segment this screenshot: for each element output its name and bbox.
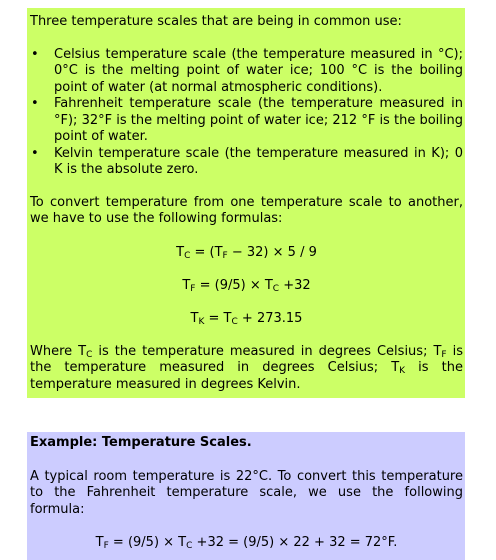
bullet-icon: •: [31, 145, 39, 161]
example-title: Example: Temperature Scales.: [30, 435, 252, 450]
convert-text: To convert temperature from one temperature scale to another, we have to use the following formulas:: [30, 194, 463, 226]
list-item: • Kelvin temperature scale (the temperature measured in K); 0 K is the absolute zero.: [31, 145, 463, 177]
example-text: A typical room temperature is 22°C. To convert this temperature to the Fahrenheit temperature scale, we use the following formula:: [30, 468, 463, 517]
temperature-scales-box: [27, 8, 465, 398]
scales-list: [30, 47, 463, 179]
bullet-icon: •: [31, 46, 39, 62]
where-text: Where $T_C$ is the temperature measured in degrees Celsius; $T_F$ is the temperature measured in degrees Celsius; $T_K$ is the temperature measured in degrees Kelvin.: [30, 343, 463, 392]
bullet-icon: •: [31, 96, 39, 111]
example-formula: $T_F = (9/5) \times T_C +32 = (9/5) \times 22 + 32 = 72^\circ F$.: [95, 535, 398, 551]
formula-kelvin: $T_K = T_C + 273.15$: [190, 310, 303, 327]
list-item: • Celsius temperature scale (the temperature measured in °C); 0°C is the melting point of water ice; 100 °C is the boiling point of water (at normal atmospheric conditions).: [31, 46, 463, 95]
formula-celsius: $T_C = (T_F - 32) \times 5 / 9$: [176, 244, 317, 261]
list-item: • Fahrenheit temperature scale (the temperature measured in °F); 32°F is the melting point of water ice; 212 °F is the boiling point of water.: [31, 96, 463, 144]
example-box: [27, 432, 465, 560]
intro-text: Three temperature scales that are being in common use:: [30, 14, 402, 29]
formula-fahrenheit: $T_F = (9/5) \times T_C +32$: [182, 277, 311, 294]
